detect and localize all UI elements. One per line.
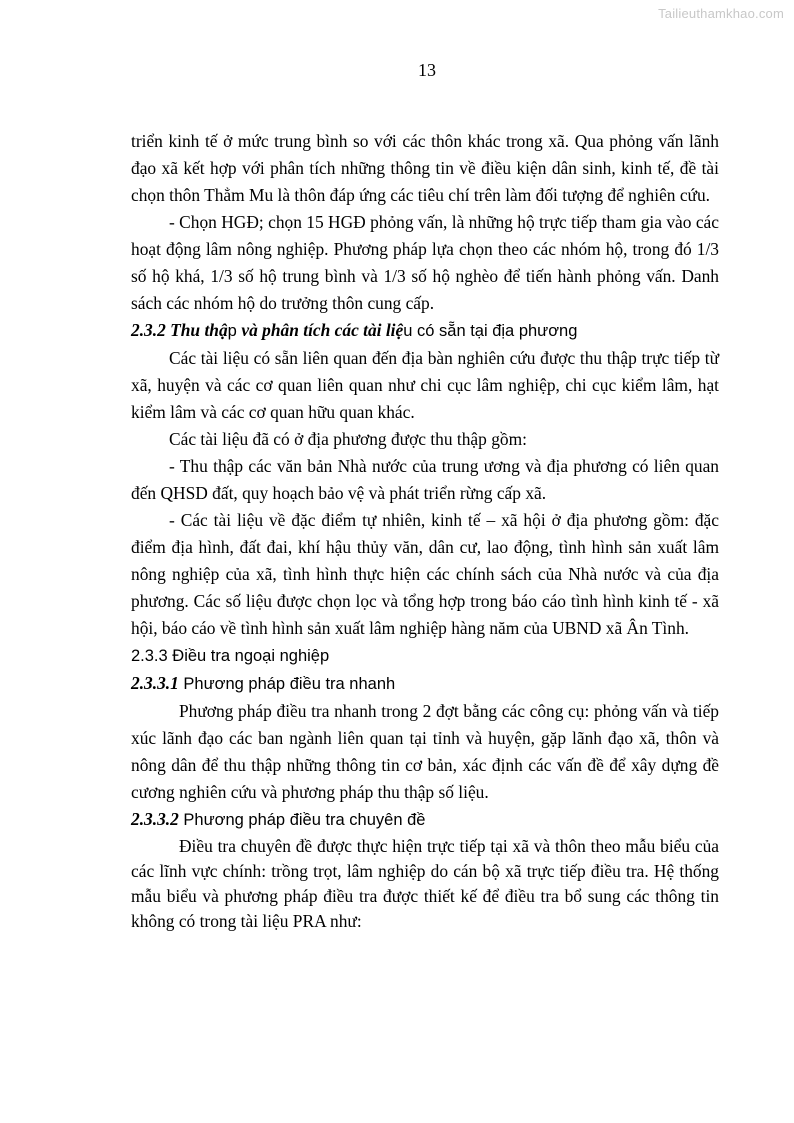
paragraph-household-selection: - Chọn HGĐ; chọn 15 HGĐ phỏng vấn, là những hộ trực tiếp tham gia vào các hoạt động lâm nông nghiệp. Phương pháp lựa chọn theo các nhóm hộ, trong đó 1/3 số hộ khá, 1/3 số hộ trung bình và 1/3 số hộ nghèo để tiến hành phỏng vấn. Danh sách các nhóm hộ do trưởng thôn cung cấp. — [131, 212, 719, 313]
watermark: Tailieuthamkhao.com — [658, 6, 784, 21]
paragraph-rapid-survey: Phương pháp điều tra nhanh trong 2 đợt bằng các công cụ: phỏng vấn và tiếp xúc lãnh đạo các ban ngành liên quan tại tỉnh và huyện, gặp lãnh đạo xã, thôn và nông dân để thu thập những thông tin cơ bản, xác định các vấn đề để xây dựng đề cương nghiên cứu và phương pháp thu thập số liệu. — [131, 701, 719, 802]
paragraph-local-documents: Các tài liệu có sẵn liên quan đến địa bàn nghiên cứu được thu thập trực tiếp từ xã, huyện và các cơ quan liên quan như chi cục lâm nghiệp, chi cục kiểm lâm, hạt kiểm lâm và các cơ quan hữu quan khác. — [131, 348, 719, 422]
heading-2-3-3: 2.3.3 Điều tra ngoại nghiệp — [131, 647, 330, 665]
heading-2-3-3-1: 2.3.3.1 Phương pháp điều tra nhanh — [131, 673, 396, 693]
page-number: 13 — [418, 60, 436, 80]
paragraph-state-documents: - Thu thập các văn bản Nhà nước của trung ương và địa phương có liên quan đến QHSD đất, quy hoạch bảo vệ và phát triển rừng cấp xã. — [131, 456, 719, 503]
heading-2-3-2: 2.3.2 Thu thập và phân tích các tài liệu có sẵn tại địa phương — [131, 320, 578, 340]
heading-2-3-3-2: 2.3.3.2 Phương pháp điều tra chuyên đề — [131, 809, 426, 829]
paragraph-collected-list-intro: Các tài liệu đã có ở địa phương được thu thập gồm: — [169, 429, 527, 449]
paragraph-natural-economic-docs: - Các tài liệu về đặc điểm tự nhiên, kinh tế – xã hội ở địa phương gồm: đặc điểm địa hình, đất đai, khí hậu thủy văn, dân cư, lao động, tình hình sản xuất lâm nông nghiệp của xã, tình hình thực hiện các chính sách của Nhà nước và của địa phương. Các số liệu được chọn lọc và tổng hợp trong báo cáo tình hình kinh tế - xã hội, báo cáo về tình hình sản xuất lâm nghiệp hàng năm của UBND xã Ân Tình. — [131, 510, 719, 638]
paragraph-thematic-survey: Điều tra chuyên đề được thực hiện trực tiếp tại xã và thôn theo mẫu biểu của các lĩnh vực chính: trồng trọt, lâm nghiệp do cán bộ xã trực tiếp điều tra. Hệ thống mẫu biểu và phương pháp điều tra được thiết kế để điều tra bổ sung các thông tin không có trong tài liệu PRA như: — [131, 836, 719, 931]
document-body — [131, 128, 719, 934]
paragraph-continuation: triển kinh tế ở mức trung bình so với các thôn khác trong xã. Qua phỏng vấn lãnh đạo xã kết hợp với phân tích những thông tin về điều kiện dân sinh, kinh tế, đề tài chọn thôn Thẳm Mu là thôn đáp ứng các tiêu chí trên làm đối tượng để nghiên cứu. — [131, 131, 719, 205]
